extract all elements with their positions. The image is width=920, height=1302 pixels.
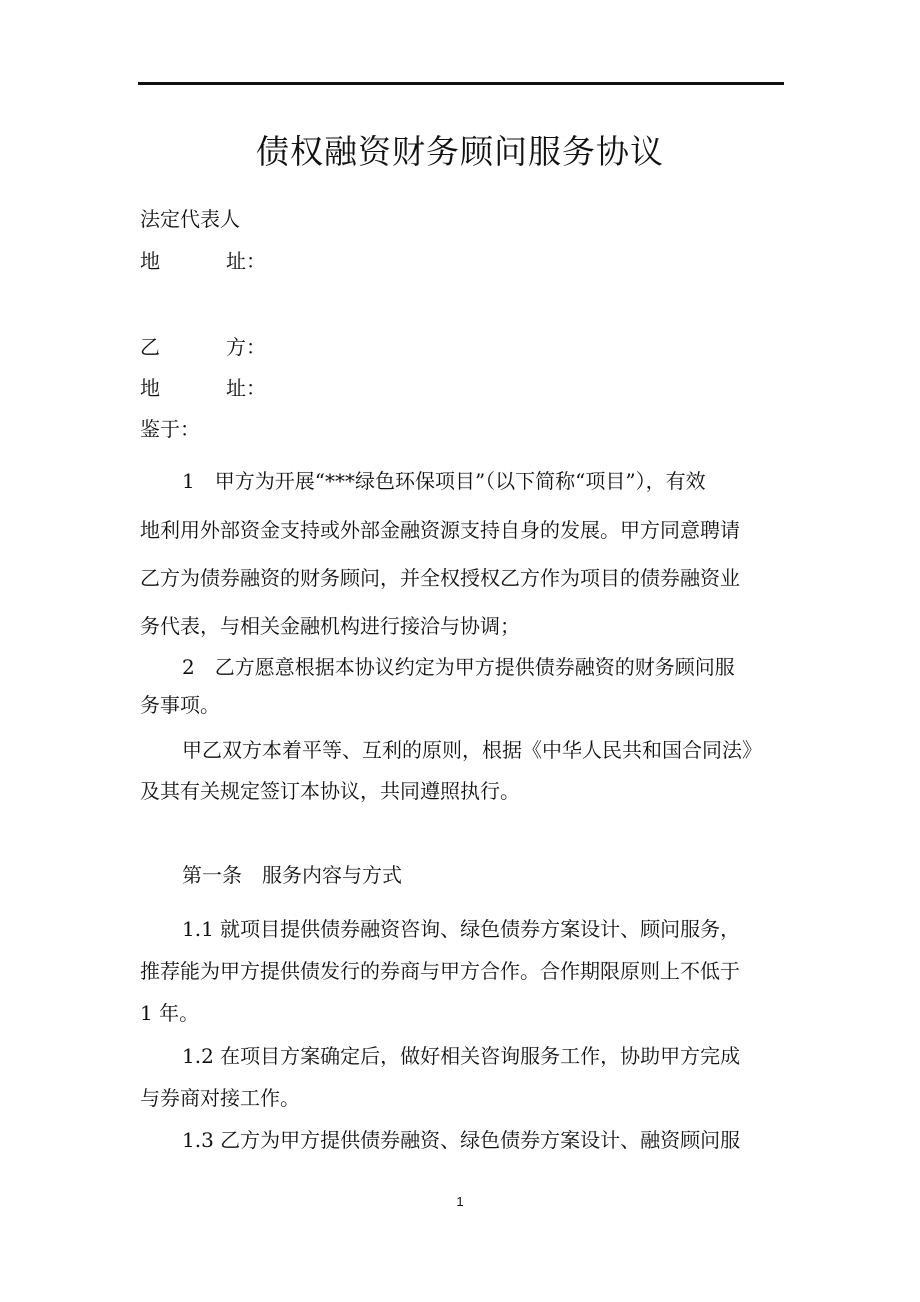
party-b-label-part2: 方： — [226, 335, 266, 359]
party-b-line — [140, 332, 266, 362]
recital-2-line-2: 务事项。 — [140, 693, 220, 717]
address-label-part1: 地 — [140, 249, 160, 273]
clause-1-2-line-1: 1.2 在项目方案确定后，做好相关咨询服务工作，协助甲方完成 — [182, 1044, 741, 1068]
article-1-heading: 第一条 服务内容与方式 — [182, 863, 402, 887]
clause-1-1-line-3: 1 年。 — [140, 1001, 200, 1025]
recital-2-line-1: 2 乙方愿意根据本协议约定为甲方提供债券融资的财务顾问服 — [182, 655, 735, 679]
recital-1-line-2: 地利用外部资金支持或外部金融资源支持自身的发展。甲方同意聘请 — [140, 518, 740, 542]
recital-1-line-4: 务代表，与相关金融机构进行接洽与协调； — [140, 614, 520, 638]
whereas-label: 鉴于： — [140, 417, 200, 441]
address-label-part2: 址： — [226, 376, 266, 400]
party-b-address-line — [140, 373, 266, 403]
clause-1-1-line-1: 1.1 就项目提供债券融资咨询、绿色债券方案设计、顾问服务， — [182, 917, 741, 941]
document-title: 债权融资财务顾问服务协议 — [256, 132, 664, 171]
clause-1-3-line-1: 1.3 乙方为甲方提供债券融资、绿色债券方案设计、融资顾问服 — [182, 1128, 741, 1152]
clause-1-1-line-2: 推荐能为甲方提供债发行的券商与甲方合作。合作期限原则上不低于 — [140, 959, 740, 983]
address-label-part2: 址： — [226, 249, 266, 273]
address-label-part1: 地 — [140, 376, 160, 400]
party-a-address-line — [140, 246, 266, 276]
party-b-label-part1: 乙 — [140, 335, 160, 359]
recital-3-line-2: 及其有关规定签订本协议，共同遵照执行。 — [140, 779, 520, 803]
header-rule — [138, 82, 784, 85]
page-number: 1 — [456, 1194, 464, 1209]
recital-1-line-3: 乙方为债券融资的财务顾问，并全权授权乙方作为项目的债券融资业 — [140, 566, 740, 590]
clause-1-2-line-2: 与券商对接工作。 — [140, 1086, 300, 1110]
recital-3-line-1: 甲乙双方本着平等、互利的原则，根据《中华人民共和国合同法》 — [182, 738, 762, 762]
recital-1-line-1: 1 甲方为开展“***绿色环保项目”（以下简称“项目”），有效 — [182, 469, 706, 493]
representative-label: 法定代表人 — [140, 207, 240, 231]
